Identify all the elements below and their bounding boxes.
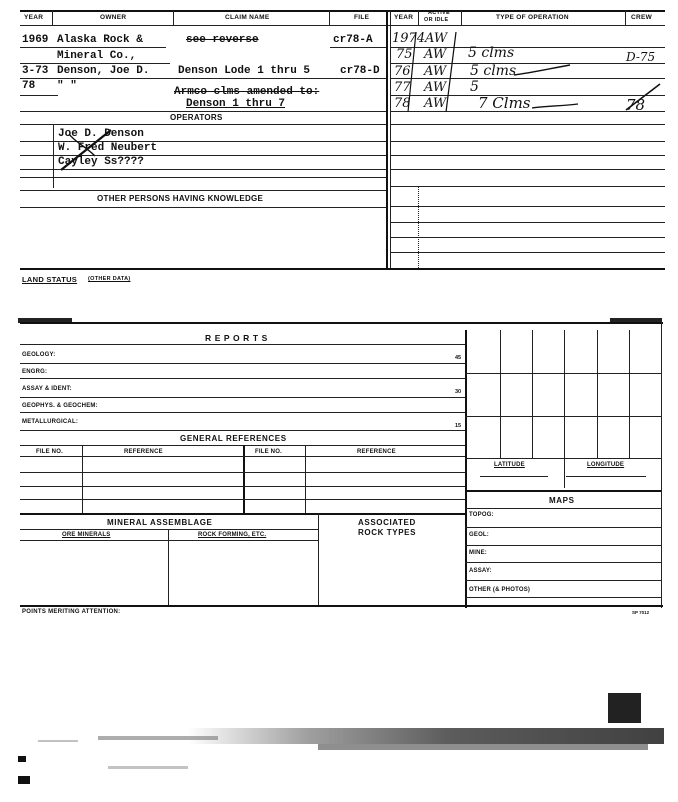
- header-crew: CREW: [631, 14, 653, 21]
- record-1-underline: [56, 47, 166, 48]
- hand-r5-year: 78: [394, 96, 411, 111]
- reports-row-line: [20, 378, 465, 379]
- record-3-file: cr78-D: [340, 65, 380, 77]
- mineral-subheader-line: [20, 540, 318, 541]
- reports-row-line: [20, 430, 465, 431]
- refs-col-file-no-1: FILE NO.: [36, 449, 63, 455]
- reports-row-line: [20, 363, 465, 364]
- col-divider: [625, 10, 626, 25]
- maps-row-line: [465, 527, 661, 528]
- hand-r4-year: 77: [394, 80, 411, 95]
- maps-header-line: [465, 508, 661, 509]
- maps-row-line: [465, 580, 661, 581]
- reports-num-45: 45: [455, 355, 462, 361]
- record-4-claim: Armco clms amended to:: [174, 86, 320, 98]
- reports-row-line: [20, 412, 465, 413]
- reports-top-border: [20, 322, 663, 324]
- points-meriting-label: POINTS MERITING ATTENTION:: [22, 609, 121, 615]
- maps-topog: TOPOG:: [469, 512, 494, 518]
- refs-col-file-no-2: FILE NO.: [255, 449, 282, 455]
- header-bottom-line: [20, 25, 665, 26]
- ops-row-line: [390, 169, 665, 170]
- maps-title: MAPS: [549, 496, 575, 505]
- record-4-owner: " ": [57, 80, 77, 92]
- col-dotted: [418, 186, 419, 268]
- hand-r4-status: AW: [424, 80, 447, 95]
- ops-row-line: [390, 222, 665, 223]
- right-border: [661, 322, 662, 608]
- hand-r3-flourish: [512, 63, 572, 79]
- other-persons-title: OTHER PERSONS HAVING KNOWLEDGE: [97, 194, 264, 203]
- refs-col-reference-1: REFERENCE: [124, 449, 163, 455]
- reports-metallurgical: METALLURGICAL:: [22, 419, 79, 425]
- table-top-border: [20, 10, 665, 12]
- ops-row-line: [390, 206, 665, 207]
- record-3-underline: [20, 78, 386, 79]
- hand-r1-status: AW: [425, 31, 448, 46]
- record-3-year: 3-73: [22, 65, 49, 77]
- rock-types-label: ROCK TYPES: [358, 528, 417, 537]
- reports-geology: GEOLOGY:: [22, 352, 56, 358]
- mineral-header-line: [20, 529, 318, 530]
- hand-r5-status: AW: [424, 96, 447, 111]
- maps-mine: MINE:: [469, 550, 487, 556]
- reports-geophys: GEOPHYS. & GEOCHEM:: [22, 403, 98, 409]
- header-or-idle: OR IDLE: [424, 17, 449, 23]
- refs-row-line: [20, 456, 465, 457]
- grid-col: [532, 330, 533, 458]
- operators-col-divider: [53, 124, 54, 188]
- reports-right-divider: [465, 330, 467, 608]
- record-5-claim: Denson 1 thru 7: [186, 98, 286, 110]
- grid-col: [597, 330, 598, 458]
- operators-title: OPERATORS: [170, 113, 223, 122]
- grid-col: [500, 330, 501, 458]
- refs-row-line: [20, 472, 465, 473]
- hand-r2-year: 75: [396, 47, 413, 62]
- header-year-2: YEAR: [394, 14, 414, 21]
- maps-top-line: [465, 490, 661, 492]
- longitude-line: [566, 476, 646, 477]
- header-claim-name: CLAIM NAME: [225, 14, 270, 21]
- ops-row-line: [390, 124, 665, 125]
- latitude-line: [480, 476, 548, 477]
- mineral-assoc-divider: [318, 513, 319, 605]
- hand-r4-op: 5: [470, 79, 479, 95]
- reports-row-line: [20, 397, 465, 398]
- record-2-owner: Mineral Co.,: [57, 50, 137, 62]
- hand-r1-year: 1974: [392, 31, 426, 46]
- record-1-year: 1969: [22, 34, 49, 46]
- operators-top-line: [20, 111, 386, 112]
- mineral-assemblage-title: MINERAL ASSEMBLAGE: [107, 518, 213, 527]
- reports-engrg: ENGRG:: [22, 369, 48, 375]
- record-3-claim: Denson Lode 1 thru 5: [178, 65, 311, 77]
- maps-row-line: [465, 562, 661, 563]
- hand-crew-slash: [622, 82, 662, 112]
- associated-label: ASSOCIATED: [358, 518, 416, 527]
- hand-r3-op: 5 clms: [470, 63, 517, 79]
- reports-assay: ASSAY & IDENT:: [22, 386, 72, 392]
- land-status-label: LAND STATUS: [22, 275, 78, 284]
- operators-header-line: [20, 124, 386, 125]
- record-1-underline: [330, 47, 386, 48]
- col-divider: [329, 10, 330, 25]
- header-year: YEAR: [24, 14, 44, 21]
- refs-col-reference-2: REFERENCE: [357, 449, 396, 455]
- land-status-sub: (OTHER DATA): [88, 276, 131, 282]
- reports-header-line: [20, 344, 465, 345]
- record-2-underline: [20, 63, 170, 64]
- hand-r3-year: 76: [394, 64, 411, 79]
- maps-row-line: [465, 597, 661, 598]
- hand-r5-crew: 78: [626, 96, 646, 114]
- hand-r5-flourish: [530, 98, 580, 112]
- record-1-owner: Alaska Rock &: [57, 34, 143, 46]
- maps-other: OTHER (& PHOTOS): [469, 587, 531, 593]
- operator-3: Cayley Ss????: [58, 156, 144, 168]
- rock-forming-label: ROCK FORMING, ETC.: [198, 532, 267, 538]
- hand-year-strokes: [386, 28, 466, 114]
- refs-row-line: [20, 499, 465, 500]
- reports-title: R E P O R T S: [205, 333, 268, 343]
- record-4-underline: [20, 95, 58, 96]
- header-owner: OWNER: [100, 14, 127, 21]
- operator-1: Joe D. Denson: [58, 128, 144, 140]
- reports-num-30: 30: [455, 389, 462, 395]
- hand-r3-status: AW: [424, 64, 447, 79]
- grid-col: [629, 330, 630, 458]
- maps-assay: ASSAY:: [469, 568, 492, 574]
- record-1-underline: [20, 47, 58, 48]
- hand-r5-op: 7 Clms: [478, 94, 531, 112]
- hand-r2-op: 5 clms: [468, 45, 515, 61]
- col-divider: [173, 10, 174, 25]
- record-1-file: cr78-A: [333, 34, 373, 46]
- scan-noise-band: [18, 718, 666, 788]
- maps-row-line: [465, 545, 661, 546]
- operator-2: W. Fred Neubert: [58, 142, 158, 154]
- latlong-divider: [564, 458, 565, 488]
- header-type-of-operation: TYPE OF OPERATION: [496, 14, 569, 21]
- general-references-title: GENERAL REFERENCES: [180, 434, 287, 443]
- grid-col: [564, 330, 565, 458]
- record-3-owner: Denson, Joe D.: [57, 65, 150, 77]
- grid-row: [465, 458, 661, 459]
- hand-r2-crew: D-75: [626, 50, 656, 64]
- grid-row: [465, 373, 661, 374]
- record-4-year: 78: [22, 80, 36, 92]
- col-divider: [52, 10, 53, 25]
- bottom-border: [20, 605, 663, 607]
- hand-r2-status: AW: [424, 47, 447, 62]
- col-divider: [418, 10, 419, 25]
- operators-row-line: [20, 177, 386, 178]
- maps-geol: GEOL:: [469, 532, 489, 538]
- col-divider: [461, 10, 462, 25]
- other-persons-top-line: [20, 190, 386, 191]
- reports-num-15: 15: [455, 423, 462, 429]
- cross-out-mark: [55, 126, 115, 174]
- ore-minerals-label: ORE MINERALS: [62, 532, 111, 538]
- form-number: SP 7012: [632, 610, 650, 615]
- refs-row-line: [20, 486, 465, 487]
- other-persons-line: [20, 207, 386, 208]
- longitude-label: LONGITUDE: [587, 462, 625, 468]
- latitude-label: LATITUDE: [494, 462, 525, 468]
- ops-row-line: [390, 186, 665, 187]
- ops-row-line: [390, 141, 665, 142]
- table-bottom-border: [20, 268, 665, 270]
- ops-row-line: [390, 237, 665, 238]
- refs-bottom-line: [20, 513, 465, 515]
- header-active: ACTIVE: [428, 10, 450, 16]
- ops-row-line: [390, 252, 665, 253]
- header-file: FILE: [354, 14, 370, 21]
- record-1-claim: see reverse: [186, 34, 259, 46]
- grid-row: [465, 416, 661, 417]
- ops-row-line: [390, 155, 665, 156]
